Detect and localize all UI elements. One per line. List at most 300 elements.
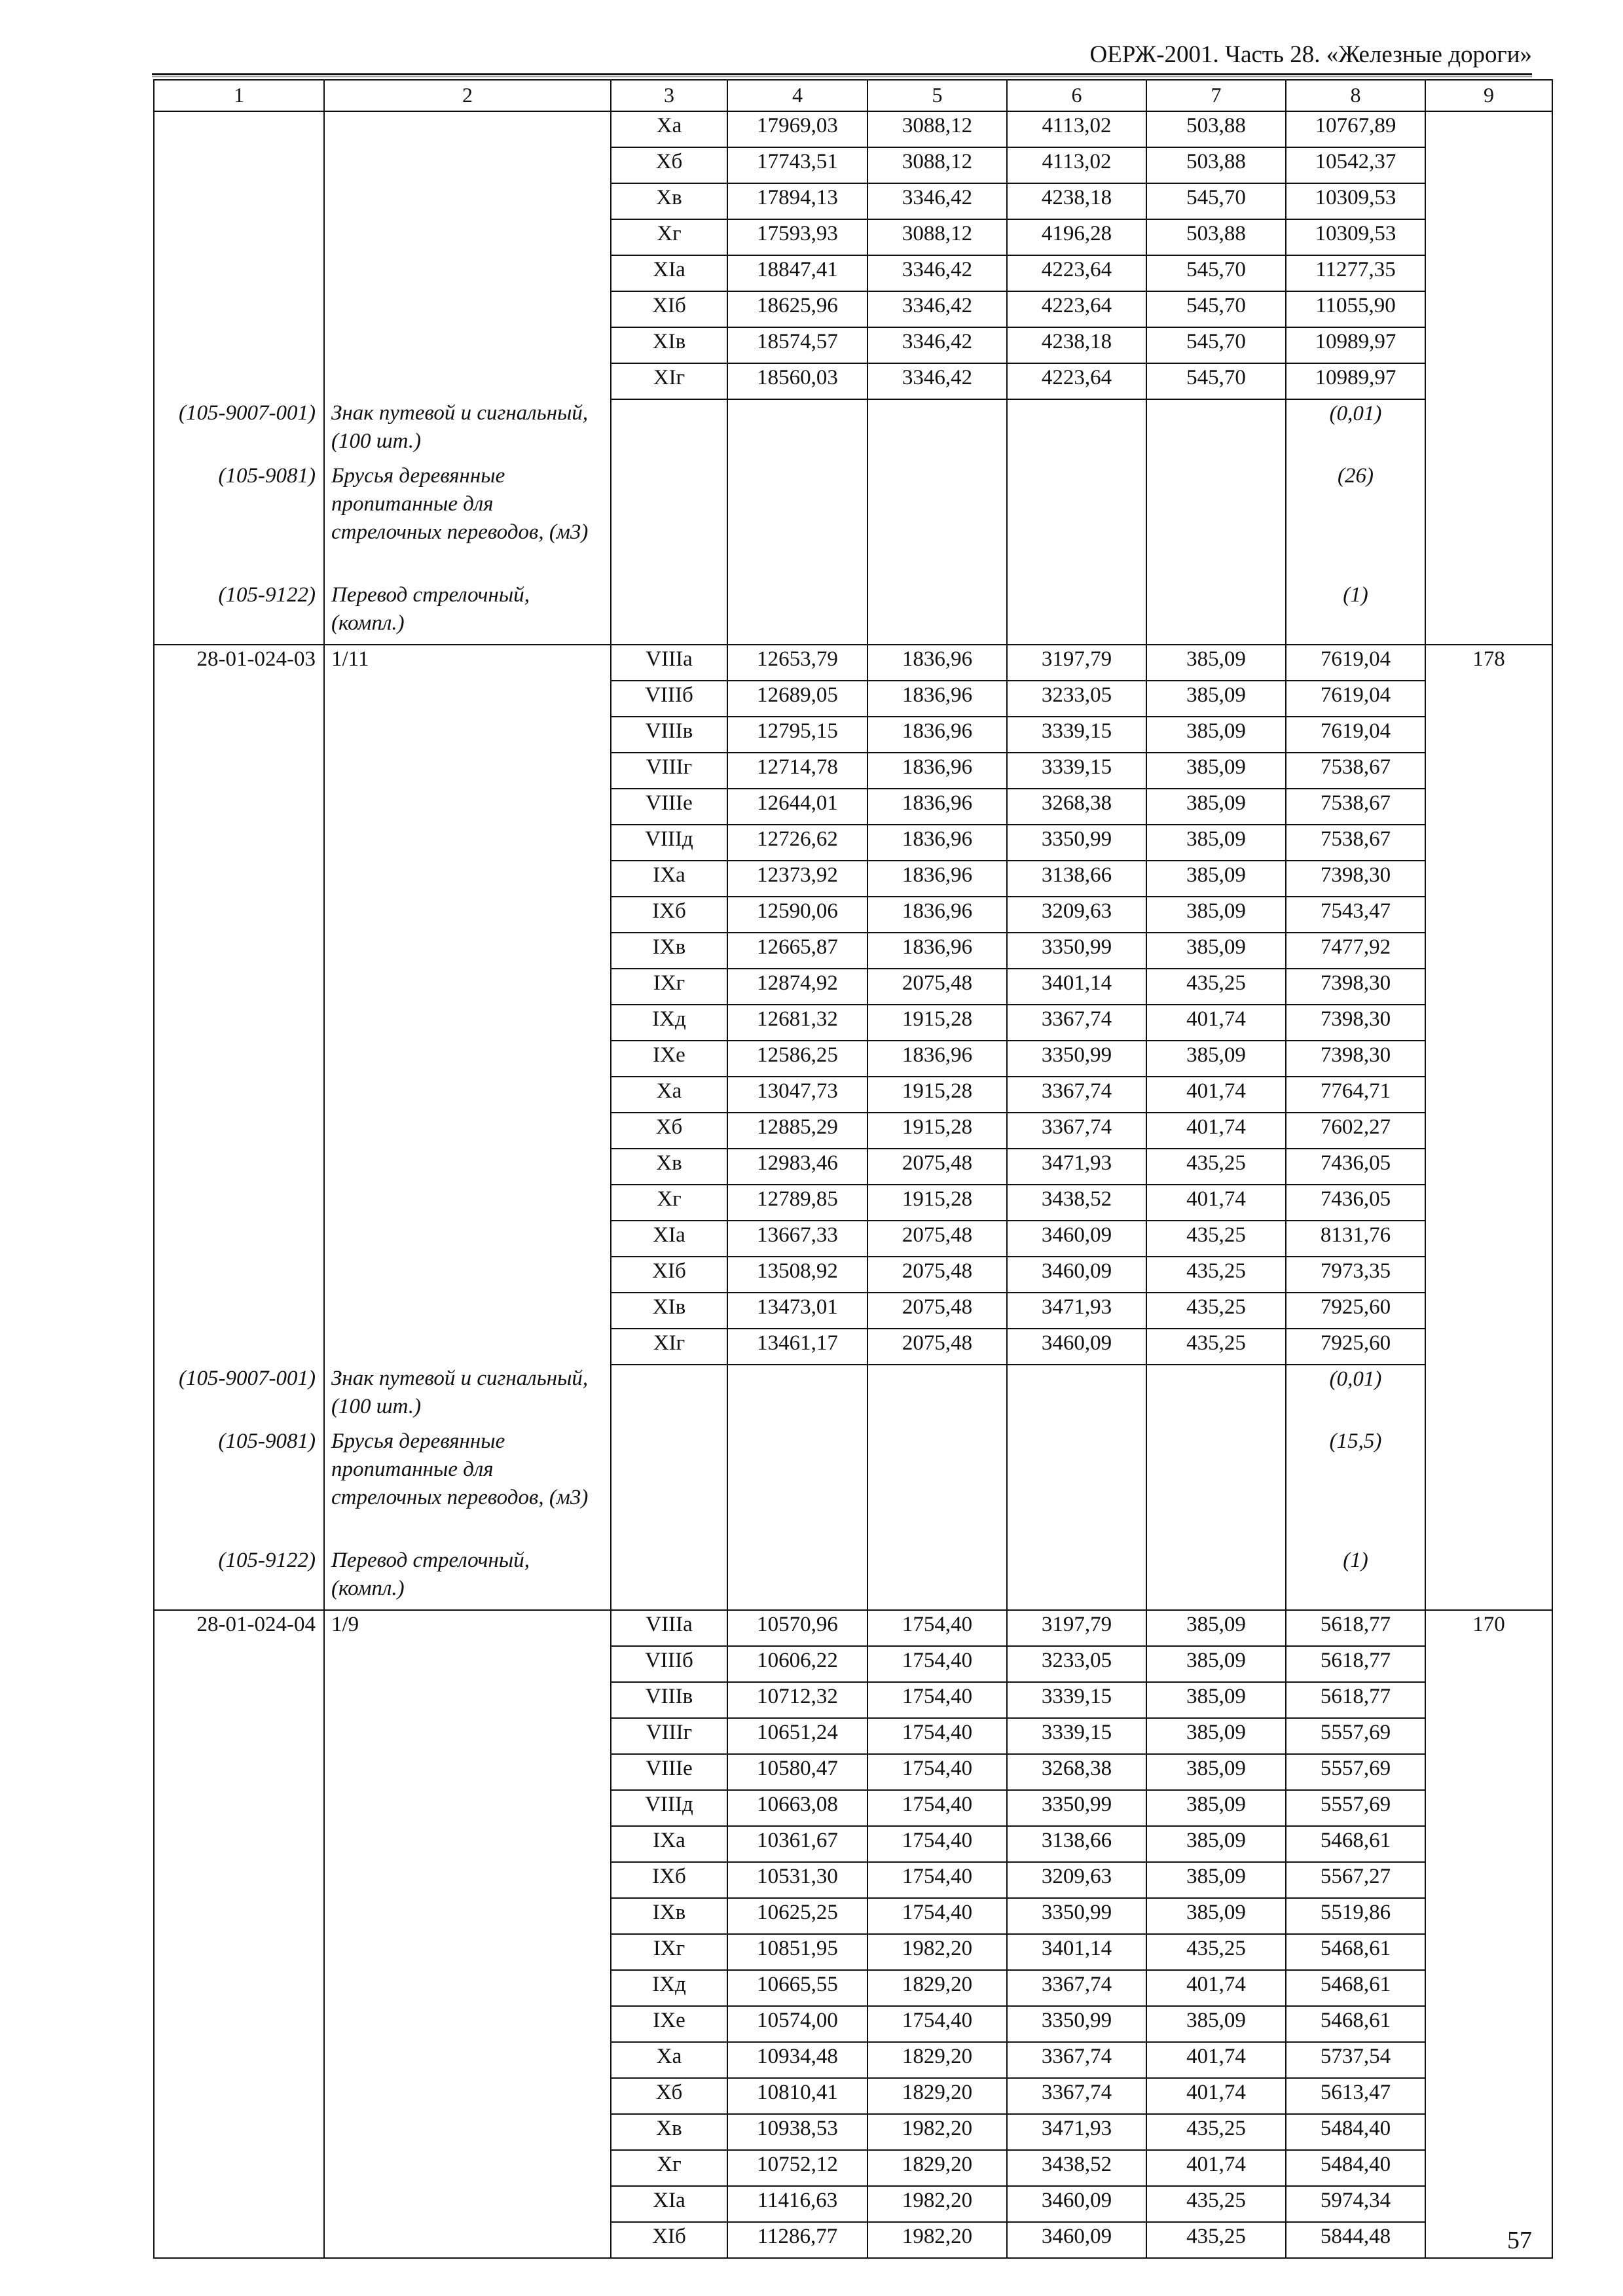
category-cell: IXб [611, 897, 727, 933]
value-cell: 10309,53 [1286, 219, 1425, 255]
price-table [153, 79, 1553, 2259]
rate-name [324, 1790, 611, 1826]
value-cell: 5468,61 [1286, 2006, 1425, 2042]
rate-name [324, 681, 611, 717]
value-cell: 4113,02 [1007, 111, 1146, 147]
table-row [154, 1790, 1552, 1826]
rate-code [154, 2114, 324, 2150]
value-cell: 7619,04 [1286, 645, 1425, 681]
empty-cell [1146, 581, 1286, 645]
table-row [154, 933, 1552, 969]
value-cell: 13473,01 [727, 1293, 867, 1329]
rate-code [154, 1970, 324, 2006]
value-cell: 10309,53 [1286, 183, 1425, 219]
category-cell: IXe [611, 2006, 727, 2042]
value-cell: 12681,32 [727, 1005, 867, 1041]
value-cell: 3471,93 [1007, 2114, 1146, 2150]
table-row [154, 1005, 1552, 1041]
rate-code [154, 753, 324, 789]
empty-cell [867, 1427, 1007, 1547]
value-cell: 1982,20 [867, 2186, 1007, 2222]
table-row [154, 1682, 1552, 1718]
value-cell: 401,74 [1146, 1005, 1286, 1041]
rate-code [154, 1718, 324, 1754]
value-cell: 7538,67 [1286, 753, 1425, 789]
table-row [154, 1257, 1552, 1293]
value-cell: 10934,48 [727, 2042, 867, 2078]
col9-cell [1425, 1646, 1552, 1682]
value-cell: 3350,99 [1007, 825, 1146, 861]
category-cell: XIa [611, 1221, 727, 1257]
value-cell: 3367,74 [1007, 2078, 1146, 2114]
table-row [154, 1826, 1552, 1862]
value-cell: 385,09 [1146, 1898, 1286, 1934]
category-cell: IXг [611, 1934, 727, 1970]
category-cell: Xб [611, 1113, 727, 1149]
value-cell: 401,74 [1146, 1185, 1286, 1221]
empty-cell [1007, 581, 1146, 645]
col9-cell [1425, 2078, 1552, 2114]
value-cell: 503,88 [1146, 111, 1286, 147]
value-cell: 10752,12 [727, 2150, 867, 2186]
value-cell: 10663,08 [727, 1790, 867, 1826]
value-cell: 12795,15 [727, 717, 867, 753]
rate-code [154, 825, 324, 861]
value-cell: 12689,05 [727, 681, 867, 717]
col9-cell [1425, 1862, 1552, 1898]
rate-code [154, 1257, 324, 1293]
rate-name [324, 219, 611, 255]
table-row [154, 2114, 1552, 2150]
col9-cell [1425, 2006, 1552, 2042]
value-cell: 4113,02 [1007, 147, 1146, 183]
empty-cell [611, 1365, 727, 1427]
material-value: (0,01) [1286, 399, 1425, 462]
value-cell: 1836,96 [867, 645, 1007, 681]
value-cell: 3401,14 [1007, 1934, 1146, 1970]
value-cell: 18625,96 [727, 291, 867, 327]
rate-name [324, 1293, 611, 1329]
material-row [154, 399, 1552, 462]
rate-code: 28-01-024-04 [154, 1610, 324, 1646]
value-cell: 3350,99 [1007, 1898, 1146, 1934]
value-cell: 435,25 [1146, 1934, 1286, 1970]
rate-code [154, 183, 324, 219]
value-cell: 1754,40 [867, 1754, 1007, 1790]
category-cell: VIIIб [611, 681, 727, 717]
value-cell: 5557,69 [1286, 1790, 1425, 1826]
value-cell: 18574,57 [727, 327, 867, 363]
category-cell: IXa [611, 1826, 727, 1862]
category-cell: Xa [611, 1077, 727, 1113]
category-cell: VIIIд [611, 1790, 727, 1826]
table-body [154, 80, 1552, 2258]
rate-code [154, 1790, 324, 1826]
value-cell: 3460,09 [1007, 2186, 1146, 2222]
value-cell: 401,74 [1146, 2150, 1286, 2186]
rate-name [324, 1826, 611, 1862]
category-cell: IXд [611, 1970, 727, 2006]
col9-cell [1425, 1826, 1552, 1862]
table-row [154, 111, 1552, 147]
rate-name [324, 1682, 611, 1718]
value-cell: 18847,41 [727, 255, 867, 291]
rate-name [324, 1898, 611, 1934]
value-cell: 1836,96 [867, 933, 1007, 969]
table-row [154, 1898, 1552, 1934]
value-cell: 3460,09 [1007, 2222, 1146, 2258]
value-cell: 10570,96 [727, 1610, 867, 1646]
rate-name [324, 2114, 611, 2150]
col9-cell [1425, 291, 1552, 327]
category-cell: Xг [611, 1185, 727, 1221]
empty-cell [1425, 462, 1552, 581]
value-cell: 4238,18 [1007, 183, 1146, 219]
value-cell: 5618,77 [1286, 1610, 1425, 1646]
value-cell: 5974,34 [1286, 2186, 1425, 2222]
value-cell: 385,09 [1146, 717, 1286, 753]
rate-code [154, 681, 324, 717]
value-cell: 10767,89 [1286, 111, 1425, 147]
value-cell: 5618,77 [1286, 1646, 1425, 1682]
value-cell: 17894,13 [727, 183, 867, 219]
rate-name [324, 969, 611, 1005]
value-cell: 1754,40 [867, 1610, 1007, 1646]
value-cell: 5737,54 [1286, 2042, 1425, 2078]
value-cell: 10606,22 [727, 1646, 867, 1682]
category-cell: XIб [611, 2222, 727, 2258]
value-cell: 3471,93 [1007, 1293, 1146, 1329]
value-cell: 385,09 [1146, 1646, 1286, 1682]
value-cell: 11286,77 [727, 2222, 867, 2258]
col9-cell: 170 [1425, 1610, 1552, 1646]
value-cell: 3367,74 [1007, 1077, 1146, 1113]
empty-cell [611, 462, 727, 581]
value-cell: 5468,61 [1286, 1826, 1425, 1862]
rate-name: 1/11 [324, 645, 611, 681]
running-header: ОЕРЖ-2001. Часть 28. «Железные дороги» [1089, 41, 1532, 68]
material-value: (1) [1286, 581, 1425, 645]
value-cell: 435,25 [1146, 1329, 1286, 1365]
value-cell: 18560,03 [727, 363, 867, 399]
rate-code [154, 1221, 324, 1257]
col9-cell [1425, 2222, 1552, 2258]
value-cell: 3471,93 [1007, 1149, 1146, 1185]
value-cell: 3233,05 [1007, 681, 1146, 717]
empty-cell [611, 399, 727, 462]
value-cell: 3088,12 [867, 219, 1007, 255]
material-value: (0,01) [1286, 1365, 1425, 1427]
value-cell: 1982,20 [867, 2114, 1007, 2150]
value-cell: 7398,30 [1286, 1041, 1425, 1077]
value-cell: 1754,40 [867, 1898, 1007, 1934]
rate-code [154, 111, 324, 147]
table-row [154, 1862, 1552, 1898]
value-cell: 7925,60 [1286, 1329, 1425, 1365]
col9-cell [1425, 1041, 1552, 1077]
rate-name: 1/9 [324, 1610, 611, 1646]
table-row [154, 2006, 1552, 2042]
table-row [154, 1113, 1552, 1149]
value-cell: 5567,27 [1286, 1862, 1425, 1898]
value-cell: 8131,76 [1286, 1221, 1425, 1257]
rate-name [324, 2078, 611, 2114]
table-row [154, 2042, 1552, 2078]
material-name: Знак путевой и сигнальный, (100 шт.) [324, 1365, 611, 1427]
rate-code [154, 2186, 324, 2222]
empty-cell [727, 1365, 867, 1427]
value-cell: 1754,40 [867, 1646, 1007, 1682]
value-cell: 401,74 [1146, 1970, 1286, 2006]
table-row [154, 1610, 1552, 1646]
col9-cell [1425, 717, 1552, 753]
rate-code [154, 1682, 324, 1718]
value-cell: 1836,96 [867, 1041, 1007, 1077]
header-rule [152, 73, 1532, 75]
value-cell: 545,70 [1146, 183, 1286, 219]
value-cell: 11055,90 [1286, 291, 1425, 327]
value-cell: 3339,15 [1007, 1682, 1146, 1718]
category-cell: VIIIe [611, 1754, 727, 1790]
rate-code [154, 1754, 324, 1790]
empty-cell [867, 1365, 1007, 1427]
value-cell: 435,25 [1146, 1149, 1286, 1185]
value-cell: 12714,78 [727, 753, 867, 789]
rate-code [154, 1113, 324, 1149]
rate-name [324, 2186, 611, 2222]
table-row [154, 1185, 1552, 1221]
value-cell: 435,25 [1146, 2186, 1286, 2222]
column-number: 1 [154, 80, 324, 111]
value-cell: 1829,20 [867, 1970, 1007, 2006]
value-cell: 401,74 [1146, 1077, 1286, 1113]
value-cell: 17743,51 [727, 147, 867, 183]
empty-cell [1425, 1365, 1552, 1427]
category-cell: XIб [611, 291, 727, 327]
table-row [154, 1293, 1552, 1329]
value-cell: 7538,67 [1286, 825, 1425, 861]
value-cell: 1836,96 [867, 825, 1007, 861]
value-cell: 1915,28 [867, 1113, 1007, 1149]
rate-name [324, 363, 611, 399]
col9-cell [1425, 1718, 1552, 1754]
col9-cell [1425, 753, 1552, 789]
value-cell: 401,74 [1146, 1113, 1286, 1149]
col9-cell [1425, 1898, 1552, 1934]
value-cell: 12590,06 [727, 897, 867, 933]
category-cell: VIIIв [611, 717, 727, 753]
value-cell: 17969,03 [727, 111, 867, 147]
value-cell: 385,09 [1146, 2006, 1286, 2042]
column-number: 6 [1007, 80, 1146, 111]
value-cell: 435,25 [1146, 969, 1286, 1005]
col9-cell [1425, 933, 1552, 969]
value-cell: 10574,00 [727, 2006, 867, 2042]
rate-code [154, 147, 324, 183]
empty-cell [1425, 399, 1552, 462]
material-code: (105-9081) [154, 1427, 324, 1547]
value-cell: 4223,64 [1007, 291, 1146, 327]
value-cell: 12644,01 [727, 789, 867, 825]
value-cell: 385,09 [1146, 1718, 1286, 1754]
col9-cell [1425, 327, 1552, 363]
col9-cell [1425, 1077, 1552, 1113]
category-cell: Xв [611, 183, 727, 219]
column-number: 3 [611, 80, 727, 111]
material-name: Брусья деревянные пропитанные для стрелочных переводов, (м3) [324, 462, 611, 581]
rate-name [324, 2006, 611, 2042]
column-number: 7 [1146, 80, 1286, 111]
value-cell: 3138,66 [1007, 861, 1146, 897]
rate-name [324, 1113, 611, 1149]
empty-cell [727, 1547, 867, 1610]
value-cell: 1754,40 [867, 1790, 1007, 1826]
value-cell: 1754,40 [867, 1862, 1007, 1898]
empty-cell [1146, 462, 1286, 581]
value-cell: 435,25 [1146, 1221, 1286, 1257]
value-cell: 10810,41 [727, 2078, 867, 2114]
value-cell: 3438,52 [1007, 1185, 1146, 1221]
value-cell: 12885,29 [727, 1113, 867, 1149]
value-cell: 401,74 [1146, 2078, 1286, 2114]
category-cell: IXб [611, 1862, 727, 1898]
category-cell: XIг [611, 363, 727, 399]
value-cell: 3401,14 [1007, 969, 1146, 1005]
value-cell: 435,25 [1146, 1257, 1286, 1293]
empty-cell [867, 399, 1007, 462]
rate-code [154, 897, 324, 933]
column-number-row [154, 80, 1552, 111]
rate-code [154, 861, 324, 897]
value-cell: 5468,61 [1286, 1934, 1425, 1970]
material-value: (26) [1286, 462, 1425, 581]
value-cell: 5468,61 [1286, 1970, 1425, 2006]
rate-code [154, 1077, 324, 1113]
rate-name [324, 255, 611, 291]
column-number: 9 [1425, 80, 1552, 111]
col9-cell [1425, 969, 1552, 1005]
value-cell: 7398,30 [1286, 861, 1425, 897]
value-cell: 385,09 [1146, 681, 1286, 717]
rate-name [324, 1257, 611, 1293]
rate-name [324, 1718, 611, 1754]
value-cell: 385,09 [1146, 897, 1286, 933]
material-row [154, 462, 1552, 581]
category-cell: XIв [611, 327, 727, 363]
empty-cell [1146, 1427, 1286, 1547]
category-cell: Xв [611, 1149, 727, 1185]
value-cell: 3346,42 [867, 327, 1007, 363]
empty-cell [1007, 399, 1146, 462]
rate-code [154, 2006, 324, 2042]
value-cell: 385,09 [1146, 825, 1286, 861]
empty-cell [1007, 462, 1146, 581]
value-cell: 7543,47 [1286, 897, 1425, 933]
category-cell: IXв [611, 933, 727, 969]
col9-cell [1425, 147, 1552, 183]
rate-name [324, 1077, 611, 1113]
category-cell: VIIIг [611, 1718, 727, 1754]
rate-name [324, 1646, 611, 1682]
value-cell: 3138,66 [1007, 1826, 1146, 1862]
value-cell: 12726,62 [727, 825, 867, 861]
table-row [154, 753, 1552, 789]
empty-cell [611, 1427, 727, 1547]
value-cell: 3460,09 [1007, 1329, 1146, 1365]
value-cell: 10651,24 [727, 1718, 867, 1754]
material-value: (1) [1286, 1547, 1425, 1610]
value-cell: 3367,74 [1007, 2042, 1146, 2078]
material-row [154, 581, 1552, 645]
col9-cell [1425, 897, 1552, 933]
category-cell: XIв [611, 1293, 727, 1329]
value-cell: 3346,42 [867, 363, 1007, 399]
value-cell: 3350,99 [1007, 1790, 1146, 1826]
table-row [154, 2186, 1552, 2222]
category-cell: Xa [611, 2042, 727, 2078]
table-row [154, 1041, 1552, 1077]
column-number: 5 [867, 80, 1007, 111]
value-cell: 385,09 [1146, 753, 1286, 789]
col9-cell [1425, 1754, 1552, 1790]
empty-cell [1425, 581, 1552, 645]
empty-cell [727, 1427, 867, 1547]
col9-cell [1425, 2114, 1552, 2150]
value-cell: 545,70 [1146, 327, 1286, 363]
value-cell: 4223,64 [1007, 255, 1146, 291]
rate-code [154, 327, 324, 363]
table-row [154, 1077, 1552, 1113]
col9-cell [1425, 1329, 1552, 1365]
value-cell: 1754,40 [867, 1682, 1007, 1718]
category-cell: VIIIг [611, 753, 727, 789]
value-cell: 3350,99 [1007, 2006, 1146, 2042]
empty-cell [727, 581, 867, 645]
rate-code [154, 255, 324, 291]
value-cell: 545,70 [1146, 255, 1286, 291]
value-cell: 3339,15 [1007, 1718, 1146, 1754]
empty-cell [867, 581, 1007, 645]
category-cell: VIIIб [611, 1646, 727, 1682]
value-cell: 10938,53 [727, 2114, 867, 2150]
value-cell: 7477,92 [1286, 933, 1425, 969]
value-cell: 385,09 [1146, 1041, 1286, 1077]
rate-name [324, 753, 611, 789]
table-row [154, 825, 1552, 861]
value-cell: 10361,67 [727, 1826, 867, 1862]
rate-name [324, 111, 611, 147]
value-cell: 1836,96 [867, 861, 1007, 897]
value-cell: 7973,35 [1286, 1257, 1425, 1293]
rate-code [154, 1898, 324, 1934]
category-cell: IXг [611, 969, 727, 1005]
table-row [154, 1934, 1552, 1970]
value-cell: 5484,40 [1286, 2150, 1425, 2186]
empty-cell [1425, 1547, 1552, 1610]
value-cell: 1754,40 [867, 1826, 1007, 1862]
material-name: Брусья деревянные пропитанные для стрелочных переводов, (м3) [324, 1427, 611, 1547]
rate-name [324, 825, 611, 861]
material-name: Знак путевой и сигнальный, (100 шт.) [324, 399, 611, 462]
value-cell: 3346,42 [867, 255, 1007, 291]
material-code: (105-9122) [154, 581, 324, 645]
value-cell: 1829,20 [867, 2078, 1007, 2114]
value-cell: 545,70 [1146, 363, 1286, 399]
rate-name [324, 1329, 611, 1365]
value-cell: 1915,28 [867, 1005, 1007, 1041]
table-row [154, 2078, 1552, 2114]
material-name: Перевод стрелочный, (компл.) [324, 1547, 611, 1610]
